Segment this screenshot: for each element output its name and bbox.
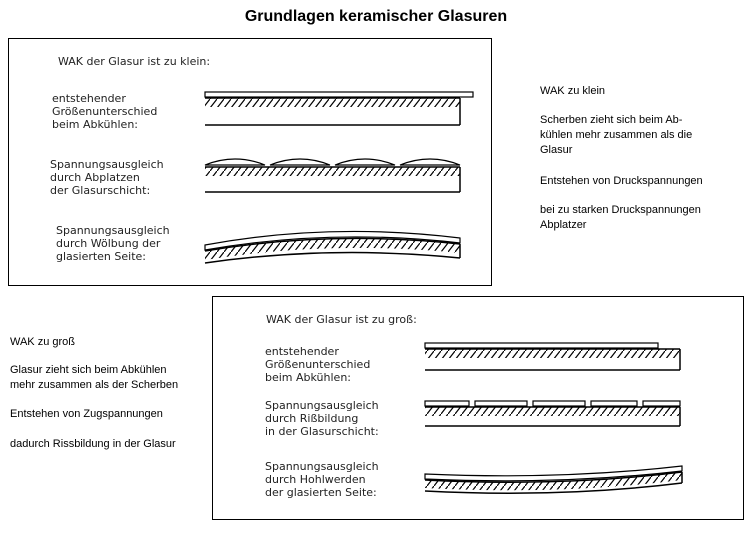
panel-small-row1-label: entstehender Größenunterschied beim Abkühlen: — [52, 92, 158, 131]
diagram-small-flaking — [205, 159, 460, 192]
notes-large-line2: Glasur zieht sich beim Abkühlen mehr zusammen als der Scherben — [10, 364, 179, 391]
panel-small-heading: WAK der Glasur ist zu klein: — [58, 55, 211, 68]
diagram-large-dishing — [425, 466, 682, 493]
panel-large-row1-label: entstehender Größenunterschied beim Abkühlen: — [265, 345, 371, 384]
notes-small-line1: WAK zu klein — [540, 85, 606, 97]
panel-large-row3-label: Spannungsausgleich durch Hohlwerden der glasierten Seite: — [265, 460, 379, 499]
notes-small-line2: Scherben zieht sich beim Ab- kühlen mehr zusammen als die Glasur — [540, 114, 693, 156]
notes-large-line3: Entstehen von Zugspannungen — [10, 408, 163, 420]
panel-small-row2-label: Spannungsausgleich durch Abplatzen der Glasurschicht: — [50, 158, 164, 197]
notes-large-line1: WAK zu groß — [10, 336, 75, 348]
diagram-large-crazing — [425, 401, 680, 426]
notes-small-line3: Entstehen von Druckspannungen — [540, 175, 703, 187]
diagram-small-warping — [205, 231, 460, 263]
panel-small-row3-label: Spannungsausgleich durch Wölbung der glasierten Seite: — [56, 224, 170, 263]
page-title: Grundlagen keramischer Glasuren — [244, 8, 508, 25]
diagram-large-size-difference — [425, 343, 680, 370]
panel-large-row2-label: Spannungsausgleich durch Rißbildung in der Glasurschicht: — [265, 399, 379, 438]
notes-small-line4: bei zu starken Druckspannungen Abplatzer — [540, 204, 701, 231]
notes-large-line4: dadurch Rissbildung in der Glasur — [10, 438, 176, 450]
panel-large-heading: WAK der Glasur ist zu groß: — [266, 313, 417, 326]
diagram-small-size-difference — [205, 92, 473, 125]
